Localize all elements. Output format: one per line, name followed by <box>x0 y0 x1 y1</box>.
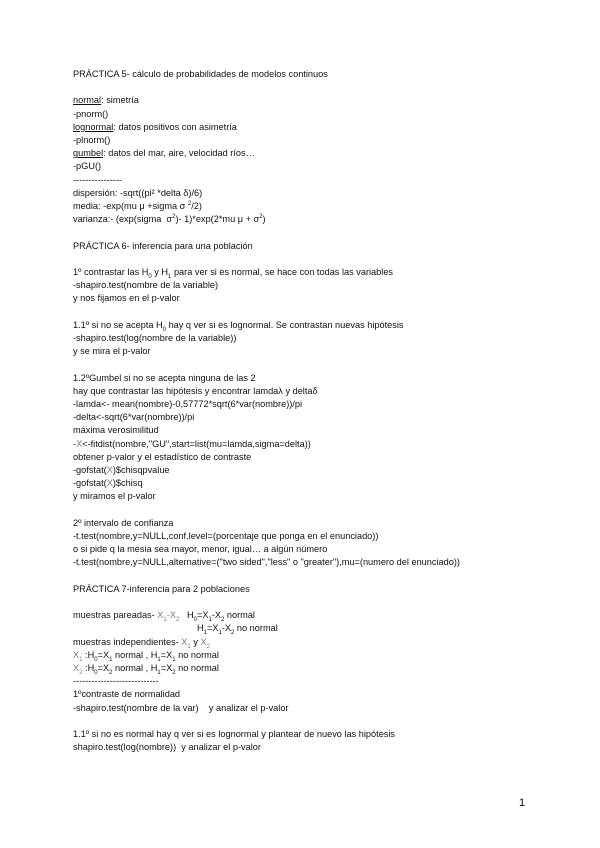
p6-step12-title: 1.2ºGumbel si no se acepta ninguna de las 2 <box>73 372 256 383</box>
paired-samples-line: muestras pareadas- $X_1-X_2$ $H_0=X_1-X_2$ normal <box>73 610 255 624</box>
dispersion-line: dispersión: -sqrt((pi² *delta δ)/6) <box>73 187 203 198</box>
p6-step11-line: 1.1º si no se acepta $H_0$ hay q ver si es lognormal. Se contrastan nuevas hipótesis <box>73 319 404 333</box>
document-body <box>73 68 583 754</box>
p6-step12-line6: obtener p-valor y el estadístico de contraste <box>73 451 252 462</box>
separator-2: ---------------------------- <box>73 676 159 687</box>
p6-step12-line4: máxima verosimilitud <box>73 425 159 436</box>
paired-h1-line: $H_1=X_1-X_2$ no normal <box>197 623 278 637</box>
x2-hypothesis-line: $X_2$ $:H_0=X_2$ normal , $H_1=X_2$ no normal <box>73 663 219 676</box>
p6-step12-line9: y miramos el p-valor <box>73 491 156 502</box>
p6-step2-line3: -t.test(nombre,y=NULL,alternative=("two sided","less" o "greater"),mu=(numero del enunciado)) <box>73 557 460 568</box>
p7-step11-command: shapiro.test(log(nombre)) y analizar el p-valor <box>73 742 261 753</box>
practica-6-title: PRÁCTICA 6- inferencia para una población <box>73 240 253 251</box>
normal-term: normal <box>73 95 102 106</box>
p7-step11-title: 1.1º si no es normal hay q ver si es lognormal y plantear de nuevo las hipótesis <box>73 729 396 740</box>
media-line: media: -exp(mu μ +sigma σ $^2$/2) <box>73 200 202 212</box>
lognormal-line: lognormal: datos positivos con asimetría <box>73 121 237 132</box>
pgu-line: -pGU() <box>73 161 102 172</box>
gumbel-line: gumbel: datos del mar, aire, velocidad ríos… <box>73 148 255 159</box>
p6-step2-line2: o si pide q la mesia sea mayor, menor, igual… a algún número <box>73 544 328 555</box>
p6-step12-line3: -delta<-sqrt(6*var(nombre))/pi <box>73 412 195 423</box>
plnorm-line: -plnorm() <box>73 135 111 145</box>
independent-samples-line: muestras independientes- $X_1$ y $X_2$ <box>73 636 210 650</box>
practica-5-title: PRÁCTICA 5- cálculo de probabilidades de modelos continuos <box>73 69 328 79</box>
p6-step12-line8: -gofstat(X)$chisq <box>73 478 143 489</box>
normal-line: normal: simetría <box>73 95 139 106</box>
p6-step11-note: y se mira el p-valor <box>73 346 151 357</box>
p7-step1-title: 1ºcontraste de normalidad <box>73 689 181 700</box>
pnorm-line: -pnorm() <box>73 108 109 119</box>
page-number: 1 <box>519 797 526 809</box>
p6-step12-line2: -lamda<- mean(nombre)-0,57772*sqrt(6*var(nombre))/pi <box>73 399 303 409</box>
varianza-line: varianza:- (exp(sigma $\sigma^2)-$ 1)*exp(2*mu $\mu + \sigma^2$) <box>73 214 266 225</box>
p7-step1-command: -shapiro.test(nombre de la var) y analizar el p-valor <box>73 702 289 713</box>
x1-hypothesis-line: $X_1$ $:H_0=X_1$ normal , $H_1=X_1$ no normal <box>73 649 219 663</box>
p6-step11-command: -shapiro.test(log(nombre de la variable)) <box>73 333 237 343</box>
p6-step12-line1: hay que contrastar las hipótesis y encontrar lamdaλ y deltaδ <box>73 385 318 396</box>
p6-step12-line7: -gofstat(X)$chisqpvalue <box>73 465 170 476</box>
separator: ---------------- <box>73 174 122 185</box>
p6-step1-line: 1º contrastar las $H_0$ y $H_1$ para ver si es normal, se hace con todas las variables <box>73 267 394 280</box>
p6-step1-command: -shapiro.test(nombre de la variable) <box>73 280 219 291</box>
gumbel-term: gumbel <box>73 148 104 159</box>
p6-step2-line1: -t.test(nombre,y=NULL,conf.level=(porcentaje que ponga en el enunciado)) <box>73 531 379 542</box>
p6-step2-title: 2º intervalo de confianza <box>73 517 174 528</box>
p6-step1-note: y nos fijamos en el p-valor <box>73 293 180 304</box>
practica-7-title: PRÁCTICA 7-inferencia para 2 poblaciones <box>73 583 250 594</box>
lognormal-term: lognormal <box>73 121 114 132</box>
p6-step12-line5: -X<-fitdist(nombre,"GU",start=list(mu=lamda,sigma=delta)) <box>73 438 311 449</box>
